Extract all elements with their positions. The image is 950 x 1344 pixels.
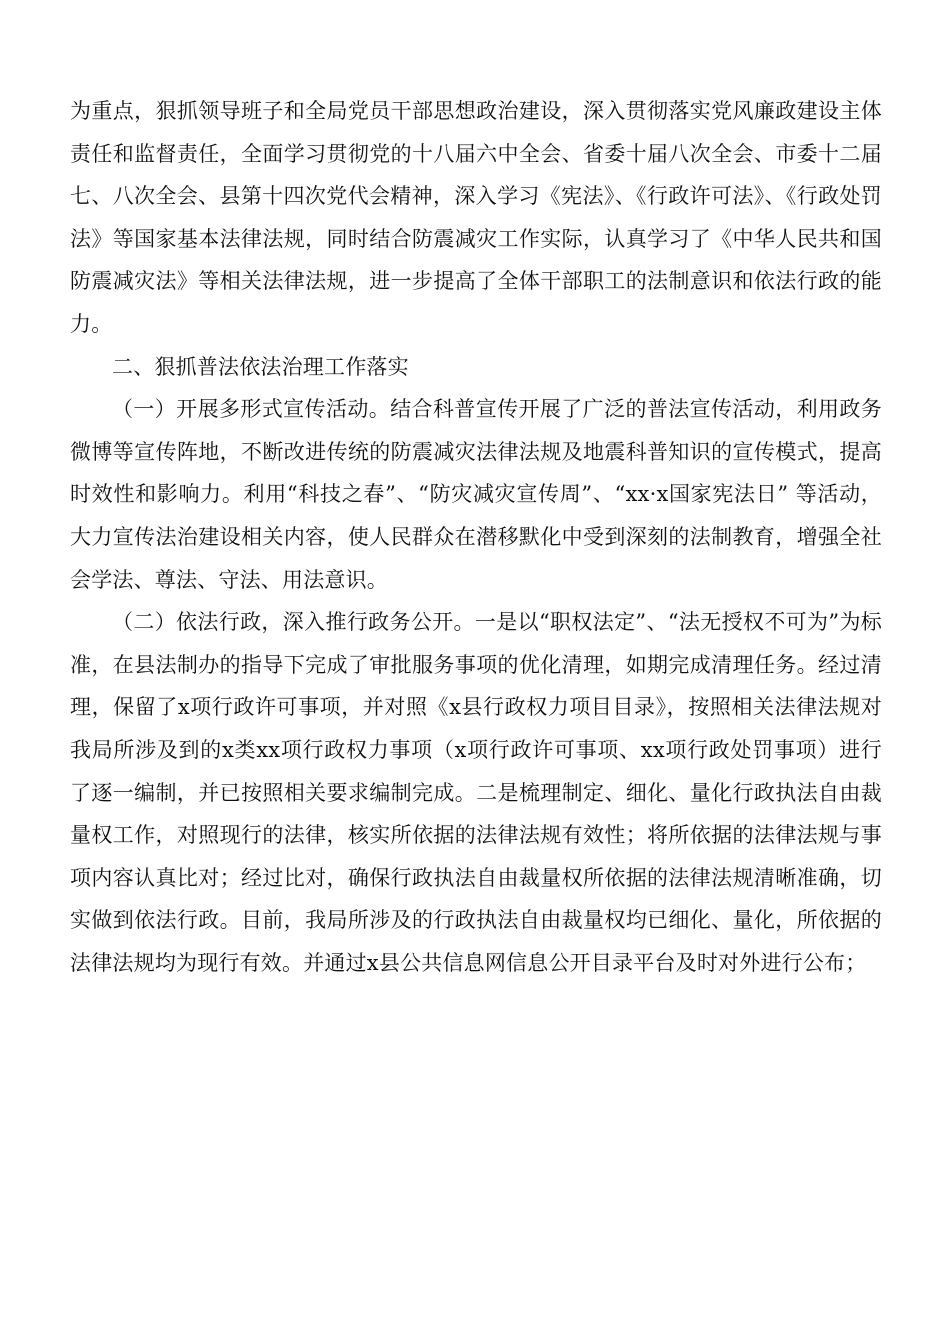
- paragraph-publicity-activities: （一）开展多形式宣传活动。结合科普宣传开展了广泛的普法宣传活动，利用政务微博等宣传阵地，不断改进传统的防震减灾法律法规及地震科普知识的宣传模式，提高时效性和影响力。利用“科技之春”、“防灾减灾宣传周”、“xx·x国家宪法日” 等活动，大力宣传法治建设相关内容，使人民群众在潜移默化中受到深刻的法制教育，增强全社会学法、尊法、守法、用法意识。: [70, 397, 882, 592]
- paragraph-continued-study: 为重点，狠抓领导班子和全局党员干部思想政治建设，深入贯彻落实党风廉政建设主体责任和监督责任，全面学习贯彻党的十八届六中全会、省委十届八次全会、市委十二届七、八次全会、县第十四次党代会精神，深入学习《宪法》、《行政许可法》、《行政处罚法》等国家基本法律法规，同时结合防震减灾工作实际，认真学习了《中华人民共和国防震减灾法》等相关法律法规，进一步提高了全体干部职工的法制意识和依法行政的能力。: [70, 99, 882, 336]
- paragraph-administration-by-law: （二）依法行政，深入推行政务公开。一是以“职权法定”、“法无授权不可为”为标准，在县法制办的指导下完成了审批服务事项的优化清理，如期完成清理任务。经过清理，保留了x项行政许可事项，并对照《x县行政权力项目目录》，按照相关法律法规对我局所涉及到的x类xx项行政权力事项（x项行政许可事项、xx项行政处罚事项）进行了逐一编制，并已按照相关要求编制完成。二是梳理制定、细化、量化行政执法自由裁量权工作，对照现行的法律，核实所依据的法律法规有效性；将所依据的法律法规与事项内容认真比对；经过比对，确保行政执法自由裁量权所依据的法律法规清晰准确，切实做到依法行政。目前，我局所涉及的行政执法自由裁量权均已细化、量化，所依据的法律法规均为现行有效。并通过x县公共信息网信息公开目录平台及时对外进行公布；: [70, 610, 882, 975]
- document-page: [70, 90, 882, 984]
- section-heading-legal-governance: 二、狠抓普法依法治理工作落实: [112, 354, 409, 379]
